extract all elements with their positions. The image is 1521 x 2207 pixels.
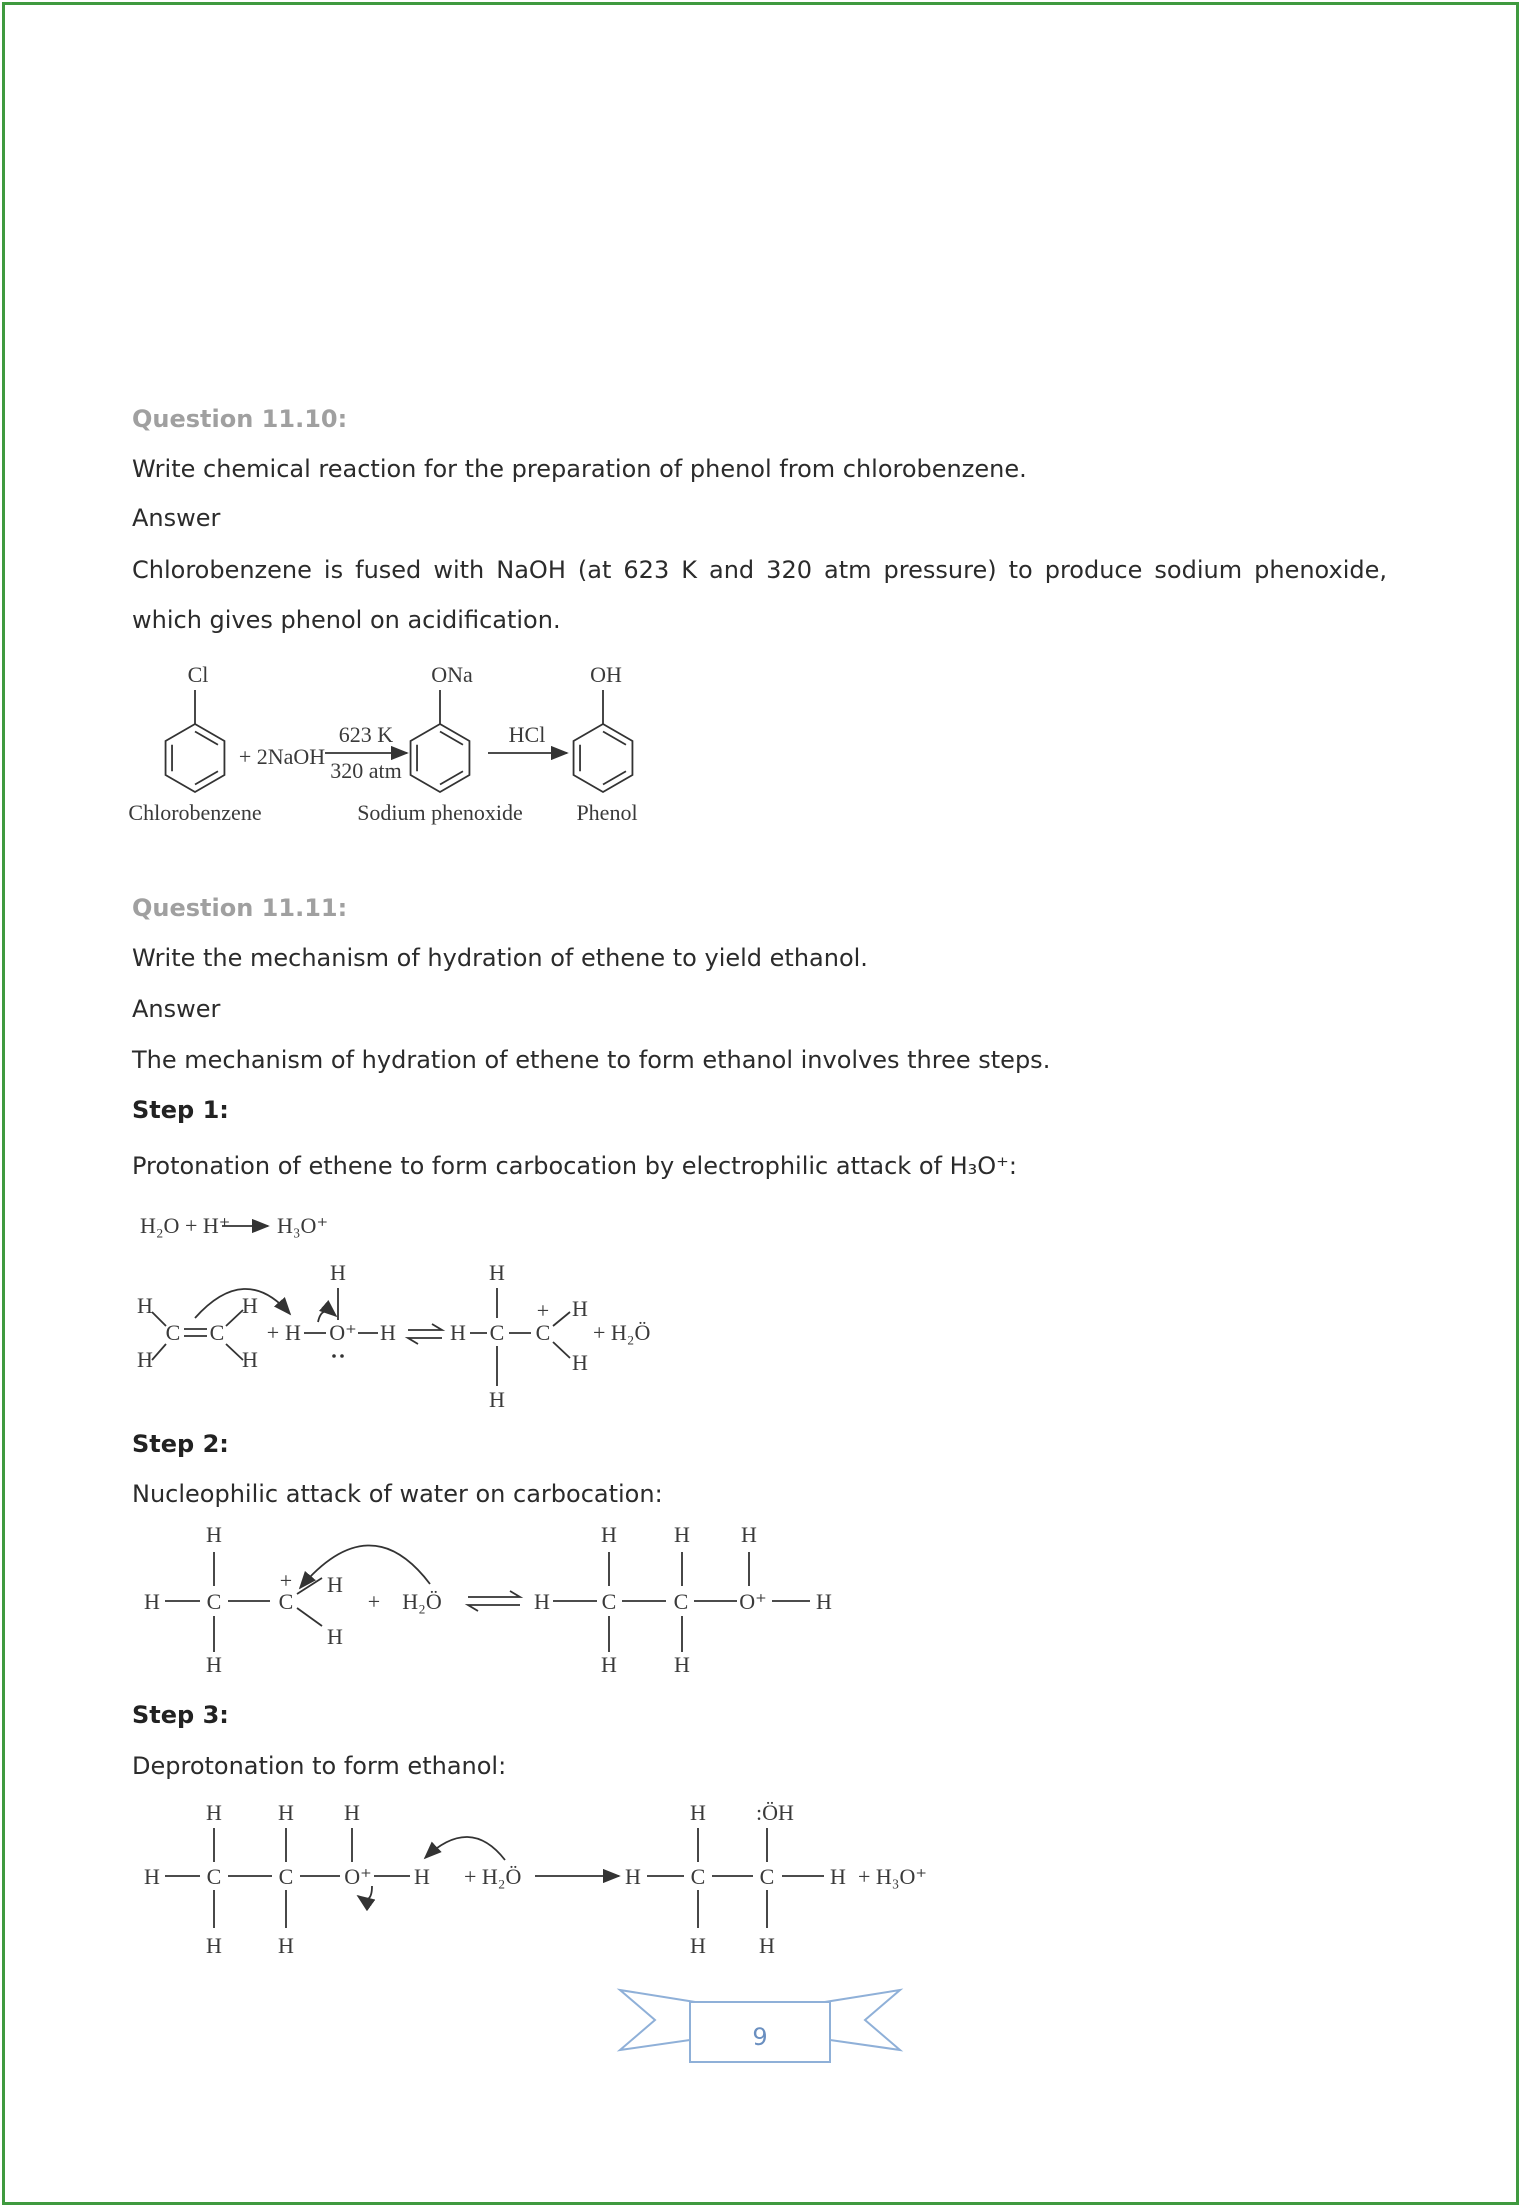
answer-intro: The mechanism of hydration of ethene to form ethanol involves three steps. [132,1046,1051,1074]
condition-label: 320 atm [330,758,402,783]
atom-label: H [690,1933,706,1958]
lone-pair [332,1354,336,1358]
atom-label: H [690,1800,706,1825]
bond [553,1312,570,1326]
atom-label: H [327,1624,343,1649]
bond [603,771,626,784]
atom-label: C [673,1589,689,1614]
atom-label: + H₂Ö [464,1864,522,1889]
atom-label: + H₂Ö [593,1320,651,1345]
benzene-ring [411,724,470,792]
question-text: Write the mechanism of hydration of ethene to yield ethanol. [132,944,868,972]
atom-label: H [450,1320,466,1345]
curved-electron-arrow [300,1545,430,1588]
atom-label: H [489,1387,505,1412]
atom-label: H [137,1347,153,1372]
atom-label: H [625,1864,641,1889]
atom-label: H [242,1347,258,1372]
atom-label: H [144,1589,160,1614]
atom-label: C [278,1864,294,1889]
atom-label: C [278,1589,294,1614]
equilibrium-arrow [468,1591,520,1597]
step-title: Step 2: [132,1430,229,1458]
atom-label: H [601,1652,617,1677]
bond [195,771,218,784]
atom-label: H [380,1320,396,1345]
compound-name: Sodium phenoxide [357,800,523,825]
atom-label: H [285,1320,301,1345]
step-title: Step 3: [132,1701,229,1729]
atom-label: + H₃O⁺ [858,1864,927,1889]
atom-label: H [816,1589,832,1614]
equation: H₂O + H⁺ [140,1213,231,1238]
atom-label: H [278,1800,294,1825]
condition-label: 623 K [338,722,394,747]
atom-label: + [279,1568,293,1593]
atom-label: :ÖH [756,1800,794,1825]
atom-label: Cl [187,662,209,687]
bond [297,1608,322,1626]
bond [226,1310,243,1326]
atom-label: + [536,1298,550,1323]
atom-label: H [144,1864,160,1889]
atom-label: H [344,1800,360,1825]
atom-label: C [209,1320,225,1345]
atom-label: H₂Ö [402,1589,442,1614]
atom-label: H [572,1296,588,1321]
bond [152,1344,166,1360]
step-text: Nucleophilic attack of water on carbocation: [132,1480,663,1508]
atom-label: C [489,1320,505,1345]
atom-label: H [327,1572,343,1597]
lone-pair [340,1354,344,1358]
question-heading: Question 11.11: [132,894,348,922]
atom-label: C [690,1864,706,1889]
bond [440,731,463,744]
atom-label: C [206,1589,222,1614]
atom-label: H [674,1652,690,1677]
atom-label: H [206,1522,222,1547]
compound-name: Chlorobenzene [128,800,262,825]
question-text: Write chemical reaction for the preparation of phenol from chlorobenzene. [132,455,1027,483]
atom-label: O⁺ [344,1864,372,1889]
atom-label: H [330,1260,346,1285]
atom-label: H [601,1522,617,1547]
atom-label: H [741,1522,757,1547]
atom-label: H [489,1260,505,1285]
atom-label: H [414,1864,430,1889]
atom-label: H [278,1933,294,1958]
atom-label: H [206,1933,222,1958]
step-text: Protonation of ethene to form carbocation by electrophilic attack of H₃O⁺: [132,1152,1017,1180]
question-heading: Question 11.10: [132,405,348,433]
atom-label: H [137,1293,153,1318]
atom-label: H [830,1864,846,1889]
step-title: Step 1: [132,1096,229,1124]
bond [152,1312,166,1326]
answer-text: Chlorobenzene is fused with NaOH (at 623 K and 320 atm pressure) to produce sodium phenoxide, which gives phenol on acidification. [132,556,1387,634]
atom-label: + [367,1589,381,1614]
atom-label: OH [590,662,622,687]
atom-label: + [266,1320,280,1345]
atom-label: C [535,1320,551,1345]
benzene-ring [166,724,225,792]
atom-label: O⁺ [329,1320,357,1345]
atom-label: H [206,1800,222,1825]
benzene-ring [574,724,633,792]
atom-label: H [572,1350,588,1375]
page-number: 9 [752,2023,768,2051]
atom-label: H [674,1522,690,1547]
bond [553,1342,570,1358]
atom-label: H [206,1652,222,1677]
equilibrium-arrow [468,1605,520,1611]
bond [440,771,463,784]
atom-label: H [242,1293,258,1318]
reagent-label: + 2NaOH [238,744,326,769]
bond [195,731,218,744]
compound-name: Phenol [576,800,638,825]
bond [226,1344,243,1360]
answer-label: Answer [132,995,221,1023]
atom-label: H [759,1933,775,1958]
curved-electron-arrow [425,1837,505,1860]
atom-label: ONa [431,662,473,687]
atom-label: C [759,1864,775,1889]
step-text: Deprotonation to form ethanol: [132,1752,507,1780]
atom-label: O⁺ [739,1589,767,1614]
atom-label: C [165,1320,181,1345]
atom-label: H [534,1589,550,1614]
atom-label: C [601,1589,617,1614]
answer-label: Answer [132,504,221,532]
equilibrium-arrow [408,1338,442,1344]
atom-label: C [206,1864,222,1889]
condition-label: HCl [508,722,546,747]
bond [603,731,626,744]
equation: H₃O⁺ [277,1213,329,1238]
equilibrium-arrow [408,1324,442,1330]
